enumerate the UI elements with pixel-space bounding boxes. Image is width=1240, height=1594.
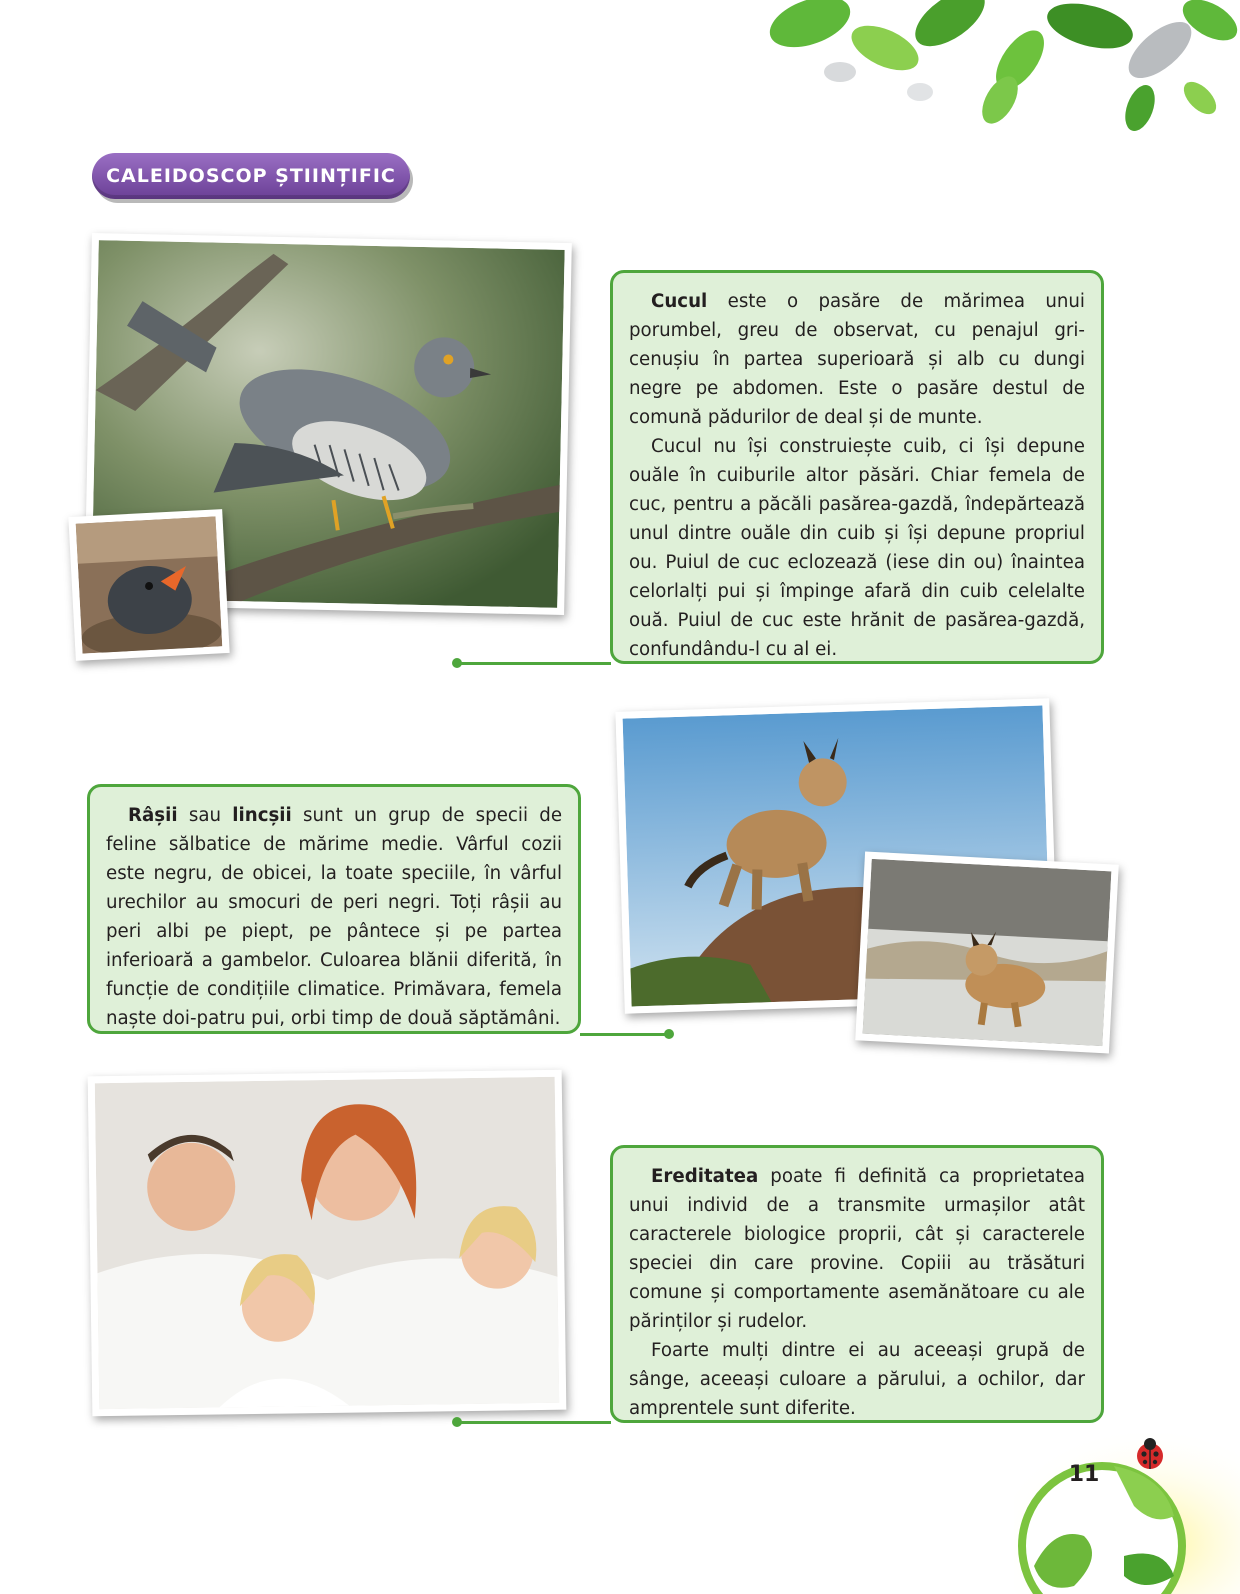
lynx-paragraph [106, 801, 562, 1033]
lynx-connector-line [580, 1033, 668, 1036]
cuckoo-chick-illustration [76, 516, 223, 653]
lynx-snow-photo [855, 851, 1119, 1053]
cuckoo-connector-dot [452, 658, 462, 668]
leaves-decoration [720, 0, 1240, 140]
heredity-term: Ereditatea [651, 1166, 759, 1187]
cuckoo-term: Cucul [651, 291, 708, 312]
lynx-term-2: lincșii [232, 805, 292, 826]
page-number: 11 [1068, 1462, 1100, 1487]
cuckoo-text-box [610, 270, 1104, 664]
cuckoo-chick-photo [68, 509, 229, 661]
heredity-paragraph-1 [629, 1162, 1085, 1336]
cuckoo-paragraph-1 [629, 287, 1085, 432]
cuckoo-connector-line [457, 662, 611, 665]
cuckoo-paragraph-1-text: este o pasăre de mărimea unui porumbel, greu de observat, cu penajul gri-cenușiu în partea superioară și alb cu dungi negre pe abdomen. Este o pasăre destul de comună pădurilor de deal și de munte. [629, 291, 1085, 428]
heredity-paragraph-2: Foarte mulți dintre ei au aceeași grupă de sânge, aceeași culoare a părului, a ochilor, dar amprentele sunt diferite. [629, 1340, 1085, 1419]
heredity-connector-dot [452, 1417, 462, 1427]
section-badge: CALEIDOSCOP ȘTIINȚIFIC [92, 153, 410, 199]
globe-decoration [1014, 1426, 1240, 1594]
heredity-text-box [610, 1145, 1104, 1423]
lynx-term-1: Râșii [128, 805, 178, 826]
lynx-mid-text: sau [177, 805, 233, 826]
heredity-connector-line [457, 1421, 611, 1424]
family-illustration [95, 1077, 560, 1409]
cuckoo-paragraph-2: Cucul nu își construiește cuib, ci își depune ouăle în cuiburile altor păsări. Chiar femela de cuc, pentru a păcăli pasărea-gazdă, îndepărtează unul dintre ouăle din cuib și își depune propriul ou. Puiul de cuc eclozează (iese din ou) înaintea celorlalți pui și împinge afară din cuib celelalte ouă. Puiul de cuc este hrănit de pasărea-gazdă, confundându-l cu al ei. [629, 436, 1085, 660]
lynx-paragraph-text: sunt un grup de specii de feline sălbatice de mărime medie. Vârful cozii este negru, de obicei, la toate speciile, în vârful urechilor au smocuri de peri negri. Toți râșii au peri albi pe piept, pe pântece și pe partea inferioară a gambelor. Culoarea blănii diferită, în funcție de condițiile climatice. Primăvara, femela naște doi-patru pui, orbi timp de două săptămâni. [106, 805, 563, 1029]
heredity-paragraph-1-text: poate fi definită ca proprietatea unui individ de a transmite urmașilor atât caracterele biologice proprii, cât și caracterele speciei din care provine. Copiii au trăsături comune și comportamente asemănătoare cu ale părinților și rudelor. [629, 1166, 1085, 1332]
lynx-snow-illustration [863, 859, 1112, 1046]
lynx-text-box [87, 784, 581, 1034]
lynx-connector-dot [664, 1029, 674, 1039]
family-photo [88, 1070, 567, 1417]
ladybug-icon [1132, 1436, 1168, 1472]
